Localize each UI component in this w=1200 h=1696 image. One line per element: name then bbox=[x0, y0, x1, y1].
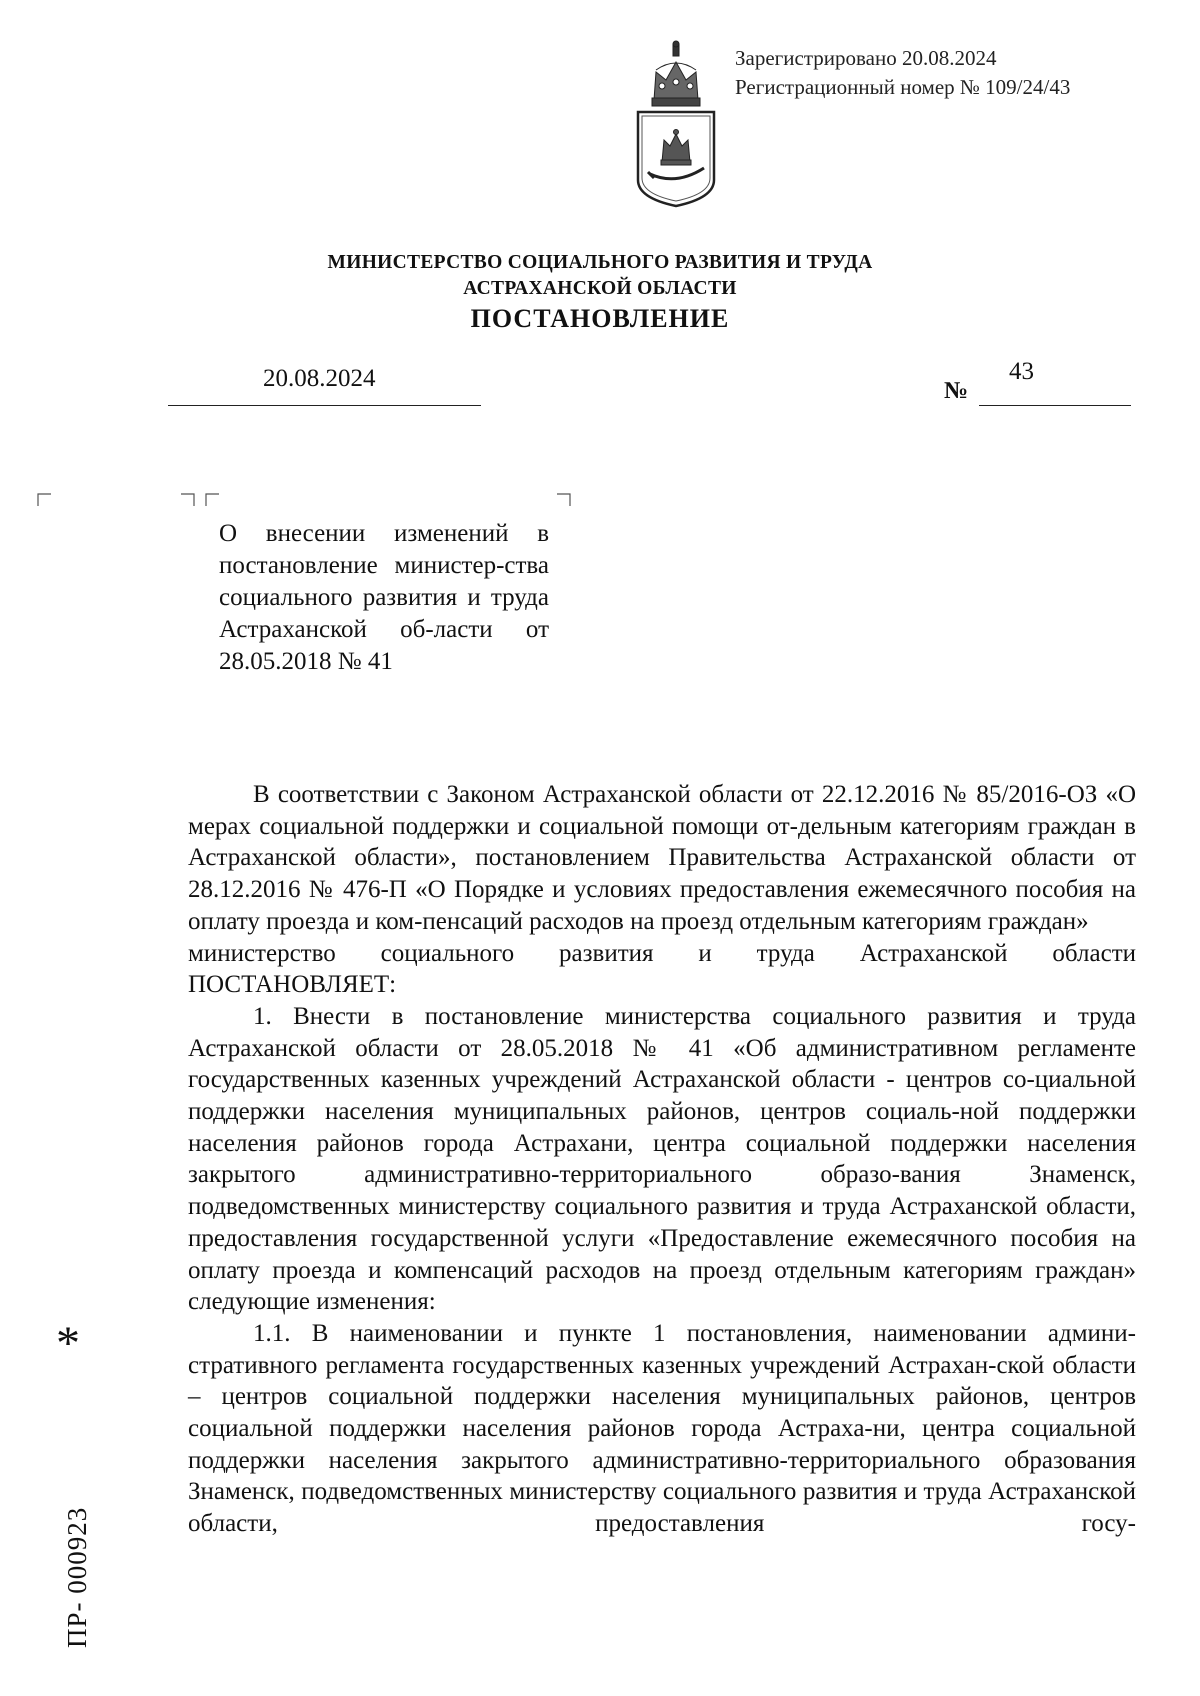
item-1-1-paragraph: 1.1. В наименовании и пункте 1 постановления, наименовании админи-стративного регламента государственных казенных учреждений Астрахан-ской области – центров социальной поддержки населения муниципальных районов, центров социальной поддержки населения районов города Астраха-ни, центра социальной поддержки населения закрытого административно-территориального образования Знаменск, подведомственных министерству социального развития и труда Астраханской области, предоставления госу- bbox=[188, 1319, 1136, 1538]
corner-bracket-icon bbox=[180, 493, 195, 506]
registration-number: Регистрационный номер № 109/24/43 bbox=[735, 75, 1071, 99]
corner-bracket-icon bbox=[205, 493, 220, 506]
document-number: 43 bbox=[1009, 358, 1034, 385]
preamble-paragraph: В соответствии с Законом Астраханской области от 22.12.2016 № 85/2016-ОЗ «О мерах социальной поддержки и социальной помощи от-дельным категориям граждан в Астраханской области», постановлением Правительства Астраханской области от 28.12.2016 № 476-П «О Порядке и условиях предоставления ежемесячного пособия на оплату проезда и ком-пенсаций расходов на проезд отдельным категориям граждан» bbox=[188, 781, 1136, 935]
astrakhan-coat-of-arms-icon bbox=[626, 40, 726, 208]
margin-serial-number: ПР- 000923 bbox=[62, 1506, 92, 1648]
ministry-name-line1: МИНИСТЕРСТВО СОЦИАЛЬНОГО РАЗВИТИЯ И ТРУДА bbox=[327, 252, 873, 273]
document-body bbox=[188, 779, 1136, 1540]
margin-asterisk: * bbox=[56, 1317, 80, 1370]
item-1-paragraph: 1. Внести в постановление министерства социального развития и труда Астраханской области от 28.05.2018 № 41 «Об административном регламенте государственных казенных учреждений Астраханской области - центров со-циальной поддержки населения муниципальных районов, центров социаль-ной поддержки населения районов города Астрахани, центра социальной поддержки населения закрытого административно-территориального образо-вания Знаменск, подведомственных министерству социального развития и труда Астраханской области, предоставления государственной услуги «Предоставление ежемесячного пособия на оплату проезда и компенсаций расходов на проезд отдельным категориям граждан» следующие изменения: bbox=[188, 1002, 1136, 1316]
registration-date: Зарегистрировано 20.08.2024 bbox=[735, 46, 997, 70]
corner-bracket-icon bbox=[556, 493, 571, 506]
decree-line: министерство социального развития и труда Астраханской области bbox=[188, 939, 1136, 967]
ministry-name-line2: АСТРАХАНСКОЙ ОБЛАСТИ bbox=[463, 278, 737, 299]
decree-word: ПОСТАНОВЛЯЕТ: bbox=[188, 971, 397, 999]
number-underline bbox=[979, 405, 1131, 406]
document-type: ПОСТАНОВЛЕНИЕ bbox=[470, 304, 730, 333]
number-label: № bbox=[944, 378, 969, 404]
corner-bracket-icon bbox=[37, 493, 52, 506]
document-subject: О внесении изменений в постановление министер-ства социального развития и труда Астраханской об-ласти от 28.05.2018 № 41 bbox=[219, 520, 549, 675]
date-underline bbox=[168, 405, 481, 406]
document-date: 20.08.2024 bbox=[263, 365, 376, 392]
registration-stamp bbox=[735, 44, 1070, 102]
